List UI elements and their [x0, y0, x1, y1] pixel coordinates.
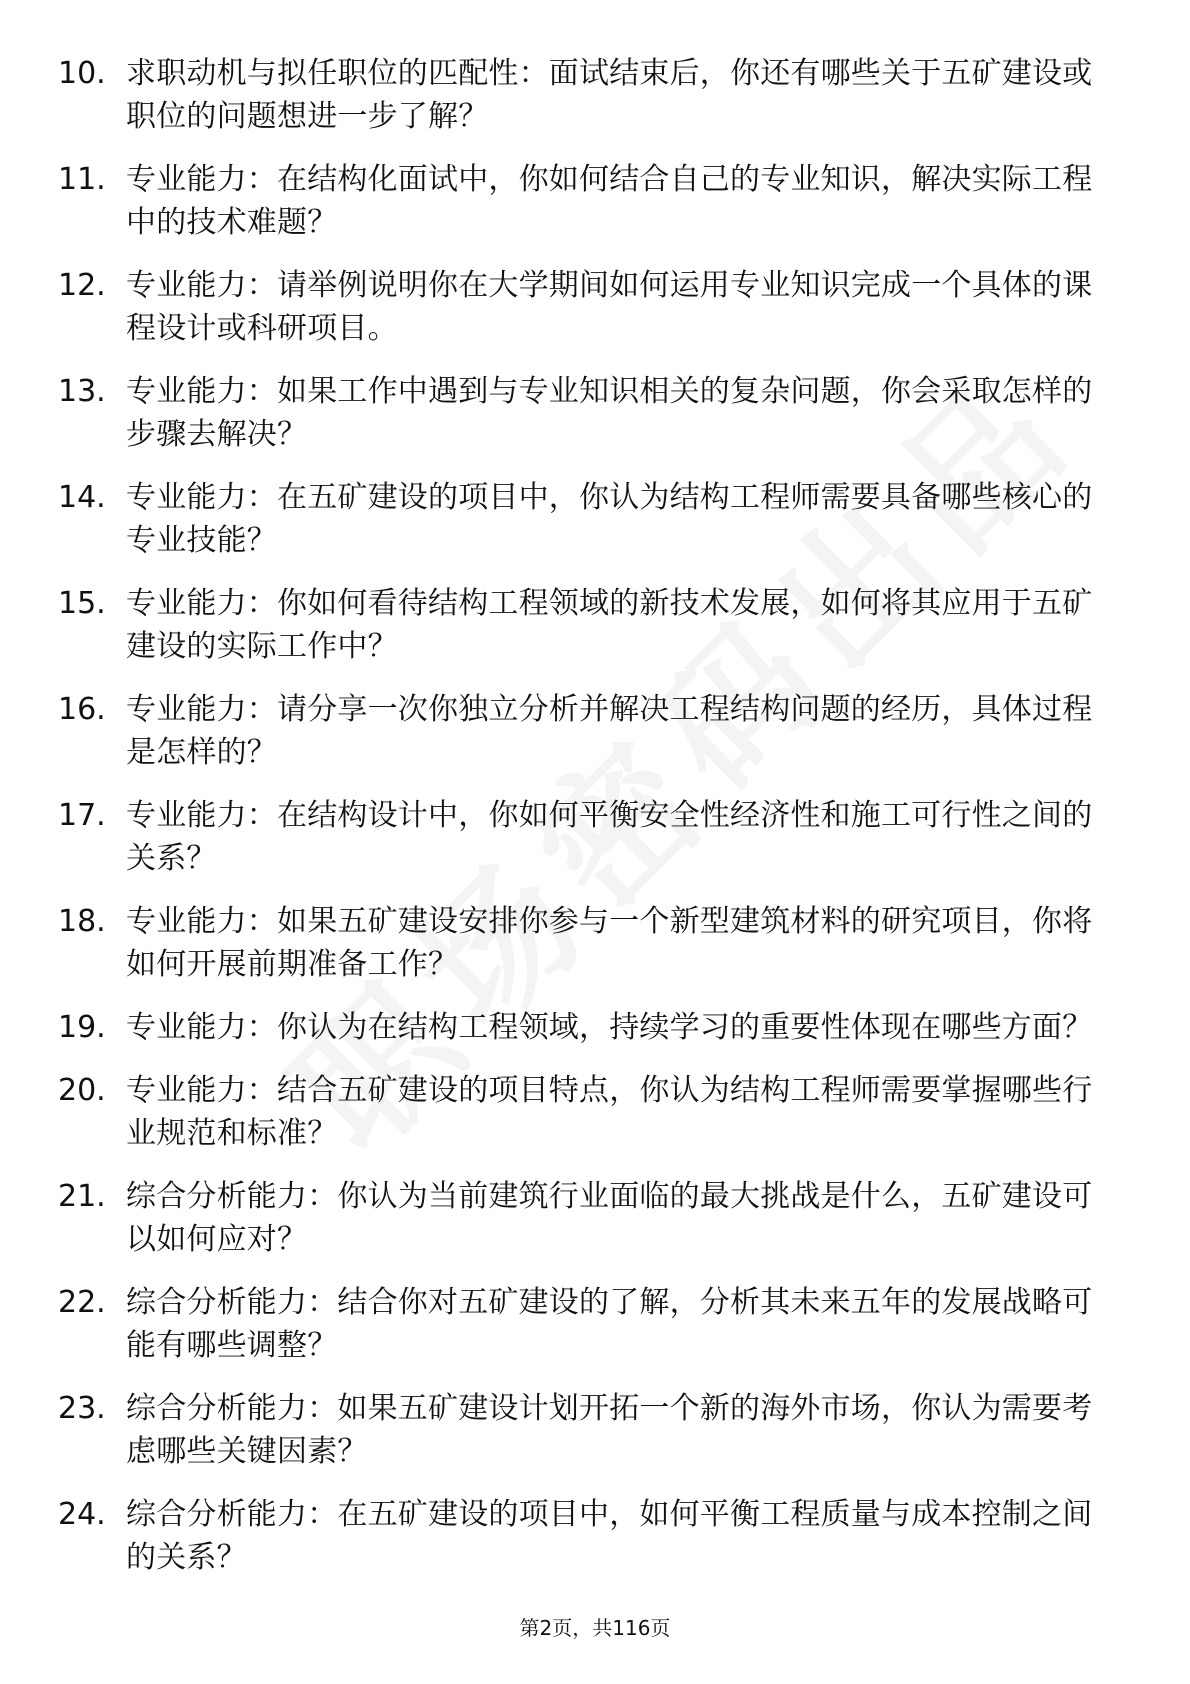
question-item [58, 688, 1118, 774]
question-number: 16. [58, 692, 106, 727]
question-text: 专业能力：如果五矿建设安排你参与一个新型建筑材料的研究项目，你将如何开展前期准备工作？ [126, 904, 1093, 982]
question-item [58, 1069, 1118, 1155]
question-item [58, 476, 1118, 562]
question-text: 专业能力：在结构化面试中，你如何结合自己的专业知识，解决实际工程中的技术难题？ [126, 162, 1093, 240]
question-text: 专业能力：请分享一次你独立分析并解决工程结构问题的经历，具体过程是怎样的？ [126, 692, 1093, 770]
question-number: 20. [58, 1073, 106, 1108]
question-item [58, 370, 1118, 456]
question-number: 11. [58, 162, 106, 197]
question-number: 17. [58, 798, 106, 833]
page-footer [0, 1616, 1190, 1640]
question-number: 18. [58, 904, 106, 939]
question-number: 10. [58, 56, 106, 91]
question-text: 求职动机与拟任职位的匹配性：面试结束后，你还有哪些关于五矿建设或职位的问题想进一步了解？ [126, 56, 1093, 134]
question-item [58, 900, 1118, 986]
question-item [58, 1493, 1118, 1579]
question-number: 19. [58, 1010, 106, 1045]
question-item [58, 158, 1118, 244]
question-text: 专业能力：在结构设计中，你如何平衡安全性经济性和施工可行性之间的关系？ [126, 798, 1093, 876]
question-number: 12. [58, 268, 106, 303]
page-number-label: 第2页，共116页 [519, 1616, 671, 1640]
question-item [58, 52, 1118, 138]
question-text: 专业能力：在五矿建设的项目中，你认为结构工程师需要具备哪些核心的专业技能？ [126, 480, 1093, 558]
question-item [58, 582, 1118, 668]
question-number: 23. [58, 1391, 106, 1426]
question-item [58, 1387, 1118, 1473]
question-item [58, 1006, 1118, 1049]
question-number: 22. [58, 1285, 106, 1320]
question-list [58, 52, 1118, 1599]
question-item [58, 264, 1118, 350]
question-text: 综合分析能力：如果五矿建设计划开拓一个新的海外市场，你认为需要考虑哪些关键因素？ [126, 1391, 1093, 1469]
question-item [58, 1175, 1118, 1261]
question-number: 24. [58, 1497, 106, 1532]
question-number: 21. [58, 1179, 106, 1214]
question-text: 专业能力：你如何看待结构工程领域的新技术发展，如何将其应用于五矿建设的实际工作中？ [126, 586, 1093, 664]
question-text: 专业能力：请举例说明你在大学期间如何运用专业知识完成一个具体的课程设计或科研项目。 [126, 268, 1093, 346]
question-text: 综合分析能力：在五矿建设的项目中，如何平衡工程质量与成本控制之间的关系？ [126, 1497, 1093, 1575]
question-text: 专业能力：你认为在结构工程领域，持续学习的重要性体现在哪些方面？ [126, 1010, 1093, 1045]
question-text: 专业能力：如果工作中遇到与专业知识相关的复杂问题，你会采取怎样的步骤去解决？ [126, 374, 1093, 452]
question-text: 综合分析能力：你认为当前建筑行业面临的最大挑战是什么，五矿建设可以如何应对？ [126, 1179, 1093, 1257]
question-number: 14. [58, 480, 106, 515]
question-number: 13. [58, 374, 106, 409]
question-item [58, 794, 1118, 880]
question-text: 专业能力：结合五矿建设的项目特点，你认为结构工程师需要掌握哪些行业规范和标准？ [126, 1073, 1093, 1151]
question-text: 综合分析能力：结合你对五矿建设的了解，分析其未来五年的发展战略可能有哪些调整？ [126, 1285, 1093, 1363]
question-number: 15. [58, 586, 106, 621]
question-item [58, 1281, 1118, 1367]
